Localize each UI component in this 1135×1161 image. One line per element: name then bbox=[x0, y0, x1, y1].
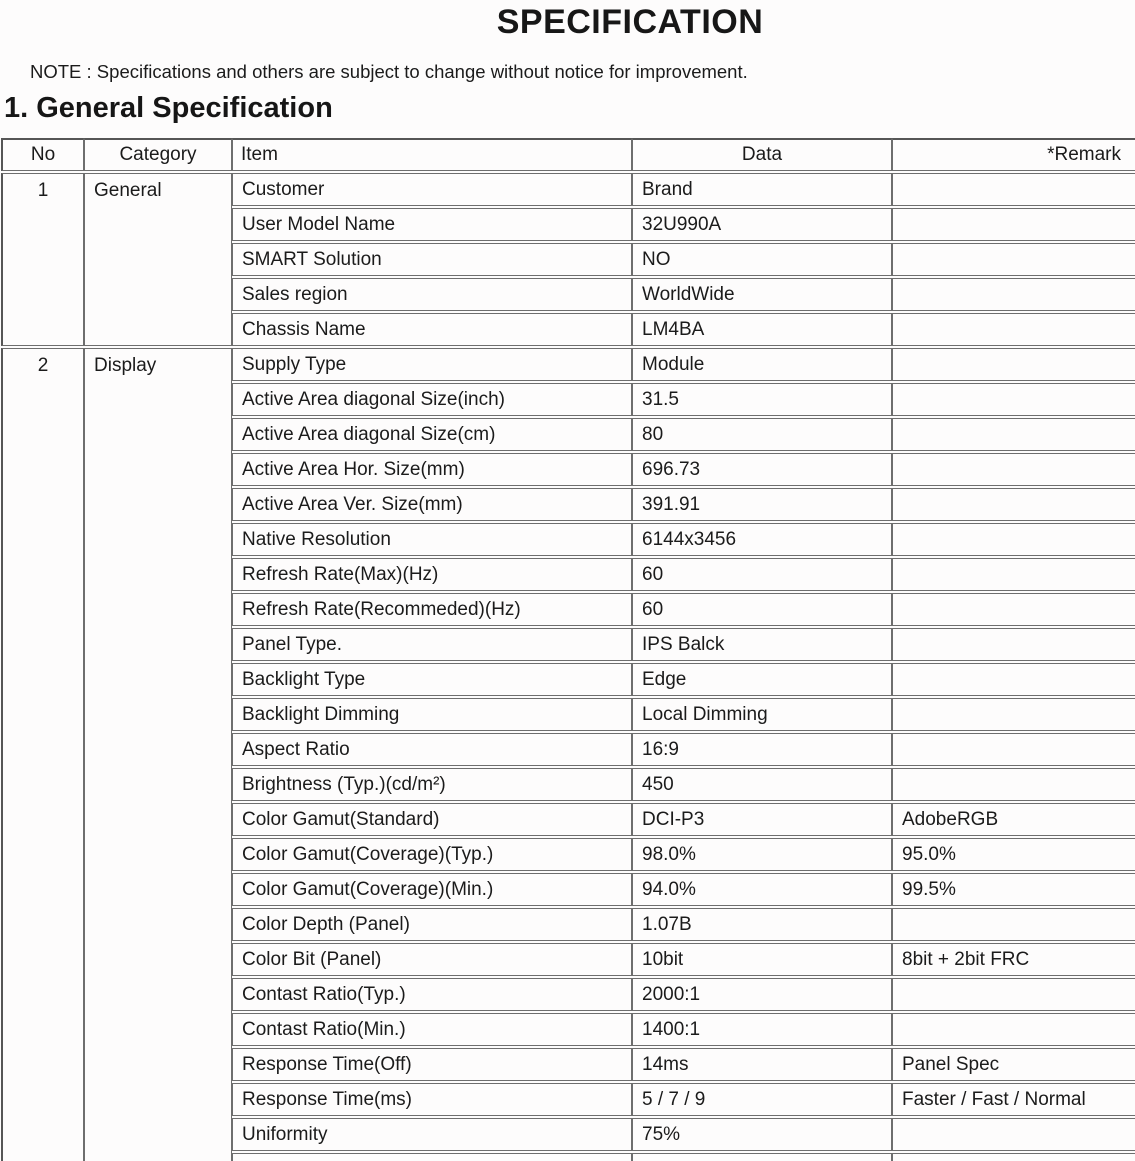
cell-remark bbox=[892, 523, 1135, 556]
cell-item: Sales region bbox=[232, 278, 632, 311]
cell-item: Native Resolution bbox=[232, 523, 632, 556]
cell-data: 391.91 bbox=[632, 488, 892, 521]
cell-remark bbox=[892, 418, 1135, 451]
spec-table bbox=[1, 136, 1135, 1161]
cell-item: Active Area Hor. Size(mm) bbox=[232, 453, 632, 486]
table-row bbox=[1, 348, 1135, 381]
cell-data: 80 bbox=[632, 418, 892, 451]
cell-data: LM4BA bbox=[632, 313, 892, 346]
cell-data: 450 bbox=[632, 768, 892, 801]
cell-remark bbox=[892, 1118, 1135, 1151]
cell-item: Customer bbox=[232, 173, 632, 206]
col-header-no: No bbox=[1, 138, 84, 171]
cell-item: Brightness (Typ.)(cd/m²) bbox=[232, 768, 632, 801]
cell-item: Refresh Rate(Max)(Hz) bbox=[232, 558, 632, 591]
cell-data: 14ms bbox=[632, 1048, 892, 1081]
cell-data: NO bbox=[632, 243, 892, 276]
cell-item: Active Area Ver. Size(mm) bbox=[232, 488, 632, 521]
cell-remark bbox=[892, 908, 1135, 941]
cell-data: DCI-P3 bbox=[632, 803, 892, 836]
cell-remark bbox=[892, 768, 1135, 801]
cell-remark bbox=[892, 628, 1135, 661]
cell-remark bbox=[892, 663, 1135, 696]
cell-data: 60 bbox=[632, 593, 892, 626]
cell-data: Module bbox=[632, 348, 892, 381]
cell-data: 31.5 bbox=[632, 383, 892, 416]
cell-item: Active Area diagonal Size(cm) bbox=[232, 418, 632, 451]
cell-category: Display bbox=[84, 348, 232, 1161]
cell-remark bbox=[892, 593, 1135, 626]
cell-item: Backlight Type bbox=[232, 663, 632, 696]
cell-item: Backlight Dimming bbox=[232, 698, 632, 731]
col-header-item: Item bbox=[232, 138, 632, 171]
cell-data: Brand bbox=[632, 173, 892, 206]
cell-data: Local Dimming bbox=[632, 698, 892, 731]
cell-remark bbox=[892, 208, 1135, 241]
cell-remark bbox=[892, 558, 1135, 591]
cell-data: 16:9 bbox=[632, 733, 892, 766]
cell-remark bbox=[892, 453, 1135, 486]
cell-data: 1.07B bbox=[632, 908, 892, 941]
partial-row-cell bbox=[632, 1153, 892, 1161]
cell-item: Refresh Rate(Recommeded)(Hz) bbox=[232, 593, 632, 626]
cell-data: 98.0% bbox=[632, 838, 892, 871]
cell-remark: AdobeRGB bbox=[892, 803, 1135, 836]
cell-remark bbox=[892, 278, 1135, 311]
document-title: SPECIFICATION bbox=[496, 3, 764, 41]
cell-data: 60 bbox=[632, 558, 892, 591]
cell-no: 2 bbox=[1, 348, 84, 1161]
cell-data: Edge bbox=[632, 663, 892, 696]
cell-item: Color Gamut(Standard) bbox=[232, 803, 632, 836]
cell-item: Contast Ratio(Typ.) bbox=[232, 978, 632, 1011]
cell-item: Color Bit (Panel) bbox=[232, 943, 632, 976]
table-row bbox=[1, 173, 1135, 206]
cell-item: Aspect Ratio bbox=[232, 733, 632, 766]
cell-item: Response Time(ms) bbox=[232, 1083, 632, 1116]
col-header-data: Data bbox=[632, 138, 892, 171]
cell-remark bbox=[892, 348, 1135, 381]
cell-data: IPS Balck bbox=[632, 628, 892, 661]
col-header-category: Category bbox=[84, 138, 232, 171]
cell-item: Supply Type bbox=[232, 348, 632, 381]
cell-remark: 8bit + 2bit FRC bbox=[892, 943, 1135, 976]
cell-item: Chassis Name bbox=[232, 313, 632, 346]
cell-data: 696.73 bbox=[632, 453, 892, 486]
col-header-remark: *Remark bbox=[892, 138, 1135, 171]
cell-data: 75% bbox=[632, 1118, 892, 1151]
cell-data: 94.0% bbox=[632, 873, 892, 906]
cell-item: Color Depth (Panel) bbox=[232, 908, 632, 941]
cell-remark: Faster / Fast / Normal bbox=[892, 1083, 1135, 1116]
cell-item: User Model Name bbox=[232, 208, 632, 241]
cell-remark bbox=[892, 733, 1135, 766]
cell-item: Color Gamut(Coverage)(Typ.) bbox=[232, 838, 632, 871]
spec-table-body bbox=[1, 173, 1135, 1161]
cell-remark bbox=[892, 173, 1135, 206]
cell-remark bbox=[892, 698, 1135, 731]
cell-data: 6144x3456 bbox=[632, 523, 892, 556]
cell-data: 10bit bbox=[632, 943, 892, 976]
cell-no: 1 bbox=[1, 173, 84, 346]
cell-data: 32U990A bbox=[632, 208, 892, 241]
cell-item: Color Gamut(Coverage)(Min.) bbox=[232, 873, 632, 906]
cell-remark bbox=[892, 978, 1135, 1011]
cell-remark bbox=[892, 1013, 1135, 1046]
partial-row-cell bbox=[892, 1153, 1135, 1161]
cell-item: Response Time(Off) bbox=[232, 1048, 632, 1081]
cell-data: 1400:1 bbox=[632, 1013, 892, 1046]
cell-data: 5 / 7 / 9 bbox=[632, 1083, 892, 1116]
cell-remark bbox=[892, 488, 1135, 521]
partial-row-cell bbox=[232, 1153, 632, 1161]
spec-table-header bbox=[1, 138, 1135, 171]
cell-item: Panel Type. bbox=[232, 628, 632, 661]
cell-remark bbox=[892, 313, 1135, 346]
cell-remark: 95.0% bbox=[892, 838, 1135, 871]
cell-remark bbox=[892, 383, 1135, 416]
cell-remark: Panel Spec bbox=[892, 1048, 1135, 1081]
cell-category: General bbox=[84, 173, 232, 346]
cell-data: 2000:1 bbox=[632, 978, 892, 1011]
note-text: NOTE : Specifications and others are subject to change without notice for improvement. bbox=[30, 61, 748, 82]
section-heading: 1. General Specification bbox=[4, 92, 333, 124]
cell-item: Active Area diagonal Size(inch) bbox=[232, 383, 632, 416]
cell-item: SMART Solution bbox=[232, 243, 632, 276]
cell-remark: 99.5% bbox=[892, 873, 1135, 906]
cell-item: Contast Ratio(Min.) bbox=[232, 1013, 632, 1046]
cell-item: Uniformity bbox=[232, 1118, 632, 1151]
header-row bbox=[1, 138, 1135, 171]
cell-data: WorldWide bbox=[632, 278, 892, 311]
cell-remark bbox=[892, 243, 1135, 276]
